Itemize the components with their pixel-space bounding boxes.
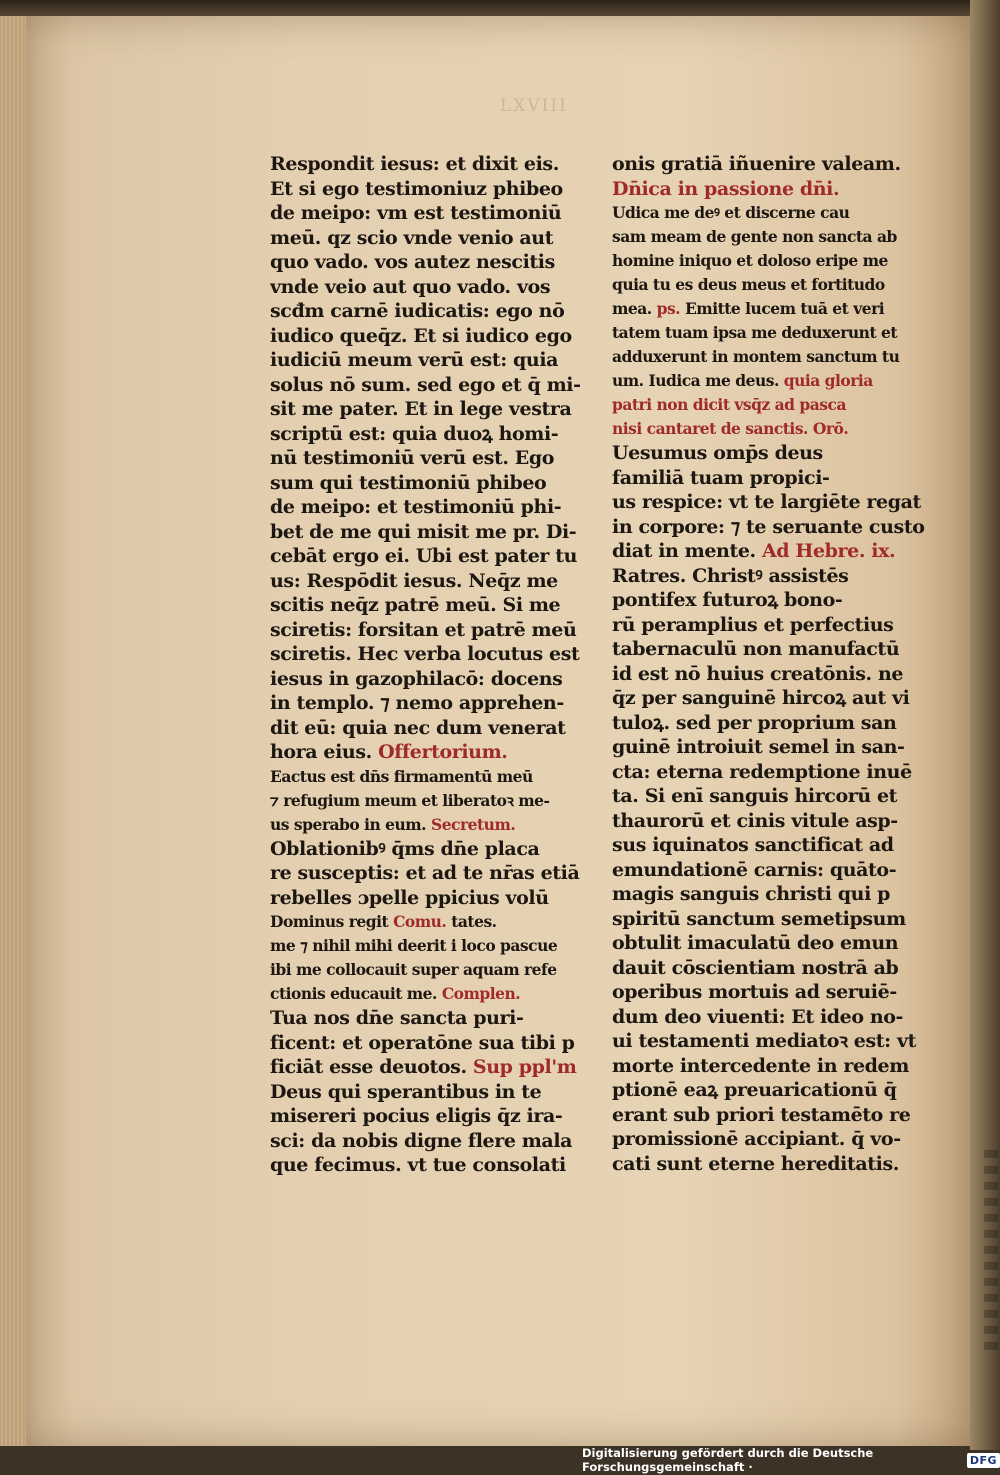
text-line: [612, 225, 930, 249]
line-text: quia tu es deus meus et fortitudo: [612, 275, 885, 294]
text-line: [270, 642, 588, 667]
line-text: ptionē eaꝝ preuaricationū q̄: [612, 1079, 897, 1101]
line-text: tates.: [451, 912, 497, 931]
text-line: [270, 910, 588, 934]
text-line: [270, 716, 588, 741]
text-line: [270, 837, 588, 862]
text-line: [612, 1103, 930, 1128]
line-text: ficent: et operatōne sua tibi p: [270, 1031, 575, 1054]
line-text: pontifex futuroꝝ bono-: [612, 589, 843, 611]
line-text: guinē introiuit semel in san-: [612, 736, 905, 758]
line-text: ⁊ refugium meum et liberatoꝛ me-: [270, 790, 550, 810]
text-line: [612, 539, 930, 564]
text-line: [612, 490, 930, 515]
line-text: sci: da nobis digne flere mala: [270, 1129, 573, 1152]
line-text: scđm carnē iudicatis: ego nō: [270, 300, 565, 322]
text-line: [612, 345, 930, 369]
text-line: [270, 520, 588, 545]
line-text: um. Iudica me deus.: [612, 371, 779, 390]
text-line: [270, 275, 588, 300]
rubric-text: patri non dicit vsq̄z ad pasca: [612, 395, 847, 414]
line-text: ui testamenti mediatoꝛ est: vt: [612, 1030, 916, 1052]
text-line: [612, 907, 930, 932]
line-text: sus iquinatos sanctificat ad: [612, 834, 894, 856]
line-text: emundationē carnis: quāto-: [612, 858, 897, 881]
line-text: dum deo viuenti: Et ideo no-: [612, 1005, 904, 1028]
text-line: [612, 441, 930, 466]
text-line: [270, 886, 588, 911]
line-text: magis sanguis christi qui p: [612, 883, 891, 905]
text-line: [270, 740, 588, 765]
line-text: cta: eterna redemptione inuē: [612, 760, 912, 783]
text-line: [612, 613, 930, 638]
line-text: operibus mortuis ad seruiē-: [612, 981, 897, 1003]
folio-number: LXVIII: [500, 96, 568, 116]
rubric-text: Secretum.: [431, 814, 516, 834]
rubric-text: Dn̄ica in passione dn̄i.: [612, 177, 840, 200]
line-text: meū. qz scio vnde venio aut: [270, 226, 554, 249]
text-line: [270, 982, 588, 1006]
line-text: vnde veio aut quo vado. vos: [270, 275, 551, 298]
rubric-text: Comu.: [393, 912, 447, 931]
line-text: tuloꝝ. sed per proprium san: [612, 711, 897, 734]
line-text: morte intercedente in redem: [612, 1054, 909, 1077]
line-text: us sperabo in eum.: [270, 814, 427, 834]
right-text-column: [612, 152, 930, 1176]
footer-credit: Digitalisierung gefördert durch die Deutsche Forschungsgemeinschaft ·: [582, 1446, 874, 1474]
text-line: [612, 662, 930, 687]
text-line: [612, 466, 930, 491]
text-line: [270, 934, 588, 958]
text-line: [612, 882, 930, 907]
text-line: [612, 297, 930, 321]
line-text: homine iniquo et doloso eripe me: [612, 251, 888, 270]
line-text: quo vado. vos autez nescitis: [270, 251, 555, 273]
text-line: [612, 1127, 930, 1152]
text-line: [612, 417, 930, 441]
text-line: [270, 813, 588, 837]
digitization-footer: [582, 1446, 1000, 1474]
text-line: [612, 1005, 930, 1030]
line-text: iudico queq̄z. Et si iudico ego: [270, 324, 572, 347]
line-text: iudiciū meum verū est: quia: [270, 349, 559, 371]
line-text: thaurorū et cinis vitule asp-: [612, 809, 898, 832]
line-text: ficiāt esse deuotos.: [270, 1056, 467, 1078]
text-line: [612, 1029, 930, 1054]
line-text: dauit cōscientiam nostrā ab: [612, 956, 899, 979]
text-line: [270, 618, 588, 643]
line-text: bet de me qui misit me pr. Di-: [270, 520, 577, 543]
line-text: obtulit imaculatū deo emun: [612, 932, 899, 954]
text-line: [270, 691, 588, 716]
text-line: [612, 588, 930, 613]
text-line: [270, 1006, 588, 1031]
text-line: [612, 1078, 930, 1103]
line-text: promissionē accipiant. q̄ vo-: [612, 1128, 901, 1150]
line-text: tatem tuam ipsa me deduxerunt et: [612, 323, 898, 342]
text-line: [612, 393, 930, 417]
text-line: [612, 564, 930, 589]
text-line: [612, 273, 930, 297]
text-line: [612, 931, 930, 956]
text-line: [270, 861, 588, 886]
text-line: [612, 833, 930, 858]
line-text: misereri pocius eligis q̄z ira-: [270, 1105, 563, 1127]
line-text: q̄z per sanguinē hircoꝝ aut vi: [612, 687, 910, 709]
line-text: Deus qui sperantibus in te: [270, 1080, 542, 1103]
text-line: [612, 152, 930, 177]
line-text: Oblationibꝰ q̄ms dn̄e placa: [270, 837, 540, 860]
text-line: [612, 369, 930, 393]
line-text: rū peramplius et perfectius: [612, 613, 894, 636]
line-text: us respice: vt te largiēte regat: [612, 491, 921, 513]
line-text: scriptū est: quia duoꝝ homi-: [270, 422, 559, 445]
left-text-column: [270, 152, 588, 1178]
line-text: ta. Si enī sanguis hircorū et: [612, 785, 898, 807]
line-text: mea.: [612, 299, 652, 318]
line-text: solus nō sum. sed ego et q̄ mi-: [270, 373, 581, 396]
dfg-logo: DFG: [967, 1453, 1000, 1468]
rubric-text: Offertorium.: [378, 741, 508, 763]
line-text: familiā tuam propici-: [612, 466, 830, 489]
line-text: dit eū: quia nec dum venerat: [270, 716, 566, 739]
rubric-text: Sup ppl'm: [472, 1056, 577, 1078]
line-text: rebelles ɔpelle ppicius volū: [270, 886, 549, 909]
text-line: [270, 397, 588, 422]
line-text: Respondit iesus: et dixit eis.: [270, 153, 559, 175]
text-line: [270, 667, 588, 692]
text-line: [270, 789, 588, 813]
text-line: [270, 446, 588, 471]
text-line: [270, 299, 588, 324]
line-text: in corpore: ⁊ te seruante custo: [612, 515, 925, 538]
line-text: id est nō huius creatōnis. ne: [612, 662, 904, 685]
line-text: Udica me deꝰ et discerne cau: [612, 203, 850, 222]
line-text: sciretis: forsitan et patrē meū: [270, 618, 577, 641]
line-text: erant sub priori testamēto re: [612, 1103, 911, 1126]
text-line: [270, 569, 588, 594]
text-line: [612, 956, 930, 981]
line-text: adduxerunt in montem sanctum tu: [612, 347, 900, 366]
text-line: [270, 422, 588, 447]
line-text: Eactus est dn̄s firmamentū meū: [270, 766, 533, 786]
rubric-text: ps.: [656, 299, 681, 318]
line-text: cati sunt eterne hereditatis.: [612, 1152, 899, 1175]
line-text: me ⁊ nihil mihi deerit i loco pascue: [270, 936, 558, 955]
text-line: [612, 1054, 930, 1079]
line-text: spiritū sanctum semetipsum: [612, 907, 906, 930]
page-stack-left: [0, 16, 26, 1446]
line-text: us: Respōdit iesus. Neq̄z me: [270, 569, 558, 592]
line-text: nū testimoniū verū est. Ego: [270, 447, 555, 469]
line-text: Dominus regit: [270, 912, 389, 931]
text-line: [612, 177, 930, 202]
line-text: onis gratiā iñuenire valeam.: [612, 153, 901, 175]
line-text: sum qui testimoniū phibeo: [270, 471, 547, 494]
rubric-text: Complen.: [441, 984, 521, 1003]
rubric-text: nisi cantaret de sanctis. Orō.: [612, 419, 849, 438]
line-text: Et si ego testimoniuz phibeo: [270, 177, 563, 200]
rubric-text: quia gloria: [783, 371, 873, 390]
text-line: [270, 593, 588, 618]
line-text: iesus in gazophilacō: docens: [270, 667, 563, 690]
line-text: Tua nos dn̄e sancta puri-: [270, 1007, 524, 1029]
line-text: sciretis. Hec verba locutus est: [270, 643, 580, 665]
text-line: [612, 858, 930, 883]
rubric-text: Ad Hebre. ix.: [761, 540, 896, 562]
text-line: [270, 1129, 588, 1154]
line-text: de meipo: et testimoniū phi-: [270, 496, 562, 518]
line-text: cebāt ergo ei. Ubi est pater tu: [270, 545, 577, 567]
text-line: [612, 980, 930, 1005]
text-line: [270, 1031, 588, 1056]
line-text: que fecimus. vt tue consolati: [270, 1154, 566, 1176]
line-text: Uesumus omp̄s deus: [612, 442, 823, 464]
text-line: [612, 809, 930, 834]
line-text: sit me pater. Et in lege vestra: [270, 398, 572, 420]
text-line: [270, 250, 588, 275]
text-line: [270, 152, 588, 177]
text-line: [270, 1055, 588, 1080]
text-line: [612, 760, 930, 785]
text-line: [270, 177, 588, 202]
text-line: [270, 765, 588, 789]
text-line: [270, 471, 588, 496]
line-text: diat in mente.: [612, 540, 756, 562]
line-text: Ratres. Christꝰ assistēs: [612, 564, 849, 587]
line-text: in templo. ⁊ nemo apprehen-: [270, 692, 564, 714]
line-text: hora eius.: [270, 741, 372, 763]
text-line: [270, 1080, 588, 1105]
text-line: [612, 784, 930, 809]
text-line: [612, 1152, 930, 1177]
text-line: [270, 201, 588, 226]
text-line: [270, 544, 588, 569]
text-line: [270, 324, 588, 349]
text-line: [612, 735, 930, 760]
text-line: [270, 1104, 588, 1129]
line-text: ibi me collocauit super aquam refe: [270, 960, 557, 979]
text-line: [612, 637, 930, 662]
text-line: [270, 1153, 588, 1178]
line-text: tabernaculū non manufactū: [612, 638, 900, 660]
text-line: [270, 958, 588, 982]
text-line: [612, 321, 930, 345]
line-text: ctionis educauit me.: [270, 984, 437, 1003]
margin-marks: [984, 1150, 998, 1350]
text-line: [270, 226, 588, 251]
text-line: [270, 373, 588, 398]
text-line: [612, 249, 930, 273]
text-line: [612, 201, 930, 225]
line-text: re susceptis: et ad te nr̄as etiā: [270, 862, 580, 884]
line-text: scitis neq̄z patrē meū. Si me: [270, 594, 561, 616]
text-line: [270, 495, 588, 520]
text-line: [612, 515, 930, 540]
text-line: [612, 711, 930, 736]
line-text: de meipo: vm est testimoniū: [270, 202, 562, 224]
line-text: Emitte lucem tuā et veri: [684, 299, 885, 318]
text-line: [612, 686, 930, 711]
text-line: [270, 348, 588, 373]
line-text: sam meam de gente non sancta ab: [612, 227, 897, 246]
